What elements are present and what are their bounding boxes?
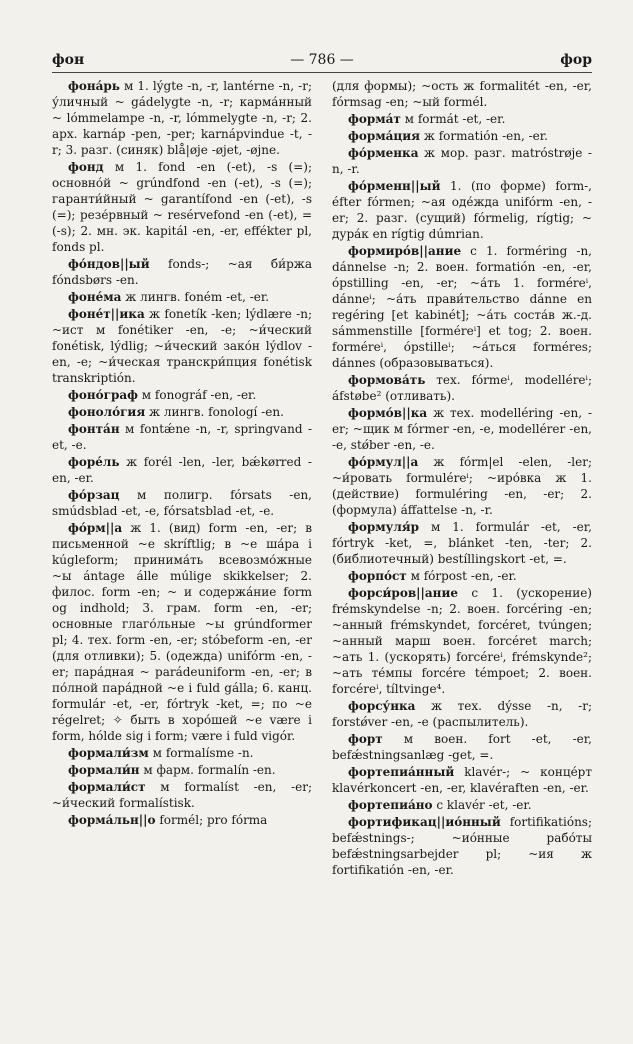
entry-definition: ж formatión -en, -er. (420, 129, 548, 143)
entry-definition: м formalísme -n. (148, 746, 254, 760)
entry-headword: фонта́н (68, 422, 120, 436)
page-number: — 786 — (290, 52, 354, 68)
entry-headword: формо́в||ка (348, 406, 428, 420)
dictionary-entry (332, 797, 592, 813)
entry-definition: fortifikatións; befǽstnings-; ~ио́нные рабо́ты befǽstningsarbejder pl; ~ия ж fortifikatión -en, -er. (332, 815, 592, 877)
entry-headword: форма́льн||о (68, 813, 156, 827)
dictionary-entry (52, 256, 312, 288)
entry-headword: фортепиа́нный (348, 765, 455, 779)
entry-headword: фоне́т||ика (68, 307, 145, 321)
entry-definition: formél; pro fórma (155, 813, 268, 827)
page-header (52, 50, 592, 73)
entry-headword: фона́рь (68, 79, 120, 93)
entry-headword: фо́ндов||ый (68, 257, 150, 271)
entry-headword: формова́ть (348, 373, 426, 387)
dictionary-entry (52, 779, 312, 811)
entry-definition: fonds-; ~ая би́ржа fóndsbørs -en. (52, 257, 312, 287)
dictionary-entry (332, 178, 592, 242)
entry-definition: м formalíst -en, -er; ~и́ческий formalístisk. (52, 780, 312, 810)
entry-definition: ж лингв. fonologí -en. (145, 405, 284, 419)
entry-definition: ж мор. разг. matróstrøje -n, -r. (332, 146, 592, 176)
dictionary-entry (52, 487, 312, 519)
entry-definition: ж лингв. foném -et, -er. (121, 290, 270, 304)
entry-definition: м воен. fort -et, -er, befǽstningsanlæg -get, =. (332, 732, 592, 762)
entry-headword: форма́т (348, 112, 401, 126)
entry-headword: фоне́ма (68, 290, 122, 304)
entry-definition: с klavér -et, -er. (432, 798, 532, 812)
dictionary-entry (332, 585, 592, 697)
dictionary-entry (52, 520, 312, 744)
entry-headword: фо́рменка (348, 146, 419, 160)
entry-headword: форма́ция (348, 129, 421, 143)
entry-headword: фо́рменн||ый (348, 179, 441, 193)
entry-headword: формуля́р (348, 520, 420, 534)
dictionary-entry (332, 568, 592, 584)
entry-headword: форпо́ст (348, 569, 407, 583)
entry-headword: форси́ров||ание (348, 586, 458, 600)
header-right-guideword: фор (560, 52, 592, 68)
dictionary-entry (332, 814, 592, 878)
entry-headword: формали́ст (68, 780, 146, 794)
entry-definition: м фарм. formalín -en. (139, 763, 276, 777)
entry-headword: фоно́граф (68, 388, 138, 402)
entry-headword: фо́рзац (68, 488, 120, 502)
dictionary-entry (52, 404, 312, 420)
dictionary-entry (52, 289, 312, 305)
entry-definition: м 1. lýgte -n, -r, lantérne -n, -r; у́личный ~ gádelygte -n, -r; карма́нный ~ lómmelampe -n, -r, lómmelygte -n, -r; 2. арх. karnáp -pen, -per; karnápvindue -t, -r; 3. разг. (синяк) blå|øje -øjet, -øjne. (52, 79, 312, 157)
right-column (332, 78, 592, 879)
entry-headword: форсу́нка (348, 699, 416, 713)
entry-definition: ж 1. (вид) form -en, -er; в письменной ~е skríftlig; в ~е ша́ра i kúgleform; принима́ть всевозмо́жные ~ы ántage álle múlige skikkelser; 2. филос. form -en; ~ и содержа́ние form og indhold; 3. грам. form -en, -er; основные глаго́льные ~ы grúndformer pl; 4. тех. form -en, -er; stóbeform -en, -er (для отливки); 5. (одежда) unifórm -en, -er; пара́дная ~ parádeuniform -en, -er; в по́лной пара́дной ~е i fuld gálla; 6. канц. formulár -et, -er, fórtryk -ket, =; по ~е régelret; ✧ быть в хоро́шей ~е være i form, hólde sig i form; være i fuld vigór. (52, 521, 312, 743)
dictionary-entry (332, 243, 592, 371)
entry-headword: форт (348, 732, 383, 746)
entry-definition: м fontǽne -n, -r, springvand -et, -e. (52, 422, 312, 452)
entry-definition: ж fórm|el -elen, -ler; ~и́ровать formuléreⁱ; ~иро́вка ж 1. (действие) formuléring -en, -er; 2. (формула) áffattelse -n, -r. (332, 455, 592, 517)
entry-definition: ж forél -len, -ler, bǽkørred -en, -er. (52, 455, 312, 485)
entry-definition: тех. fórmeⁱ, modelléreⁱ; áfstøbe² (отливать). (332, 373, 592, 403)
entry-headword: формиро́в||ание (348, 244, 462, 258)
entry-definition: (для формы); ~ость ж formalitét -en, -er, fórmsag -en; ~ый formél. (332, 79, 592, 109)
entry-headword: фоноло́гия (68, 405, 146, 419)
dictionary-entry (52, 159, 312, 255)
entry-definition: 1. (по форме) form-, éfter fórmen; ~ая оде́жда unifórm -en, -er; 2. разг. (сущий) fórmelig, rígtig; ~ дура́к en rígtig dúmrian. (332, 179, 592, 241)
dictionary-entry (52, 454, 312, 486)
dictionary-entry (332, 698, 592, 730)
entry-definition: ж тех. modelléring -en, -er; ~щик м fórmer -en, -e, modellérer -en, -e, stǿber -en, -e. (332, 406, 592, 452)
dictionary-entry (52, 762, 312, 778)
dictionary-entry (52, 421, 312, 453)
dictionary-entry (52, 78, 312, 158)
left-column (52, 78, 312, 829)
dictionary-entry (332, 372, 592, 404)
entry-definition: м полигр. fórsats -en, smúdsblad -et, -e, fórsatsblad -et, -e. (52, 488, 312, 518)
entry-headword: фо́рм||а (68, 521, 123, 535)
entry-definition: klavér-; ~ конце́рт klavérkoncert -en, -er, klavéraften -en, -er. (332, 765, 592, 795)
entry-definition: м fórpost -en, -er. (406, 569, 517, 583)
entry-headword: форе́ль (68, 455, 120, 469)
entry-definition: м 1. formulár -et, -er, fórtryk -ket, =, blánket -ten, -ter; 2. (библиотечный) bestíllingskort -et, =. (332, 520, 592, 566)
entry-definition: ж fonetík -ken; lýdlære -n; ~ист м fonétiker -en, -e; ~и́ческий fonétisk, lýdlig; ~и́ческий зако́н lýdlov -en, -e; ~и́ческая транскри́пция fonétisk transkriptión. (52, 307, 312, 385)
entry-definition: м 1. fond -en (-et), -s (=); основно́й ~ grúndfond -en (-et), -s (=); гаранти́йный ~ garantífond -en (-et), -s (=); резе́рвный ~ resérvefond -en (-et), = (-s); 2. мн. эк. kapitál -en, -er, effékter pl, fonds pl. (52, 160, 312, 254)
dictionary-entry (332, 145, 592, 177)
entry-definition: м formát -et, -er. (400, 112, 506, 126)
entry-headword: фо́рмул||а (348, 455, 419, 469)
entry-headword: формали́зм (68, 746, 149, 760)
dictionary-entry (332, 111, 592, 127)
entry-headword: фортепиа́но (348, 798, 433, 812)
entry-headword: фонд (68, 160, 104, 174)
dictionary-entry (52, 387, 312, 403)
dictionary-entry (332, 405, 592, 453)
dictionary-entry (332, 731, 592, 763)
dictionary-entry (332, 519, 592, 567)
entry-definition: ж тех. dýsse -n, -r; forstǿver -en, -e (распылитель). (332, 699, 592, 729)
dictionary-entry (52, 812, 312, 828)
dictionary-entry (52, 745, 312, 761)
dictionary-entry (332, 128, 592, 144)
entry-definition: м fonográf -en, -er. (137, 388, 257, 402)
dictionary-entry (332, 78, 592, 110)
entry-headword: фортификац||ио́нный (348, 815, 501, 829)
entry-definition: с 1. (ускорение) frémskyndelse -n; 2. воен. forcéring -en; ~анный frémskyndet, forcéret, tvúngen; ~анный марш воен. forcéret march; ~ать 1. (ускорять) forcéreⁱ, frémskynde²; ~ать те́мпы forcére témpoet; 2. воен. forcéreⁱ, tíltvinge⁴. (332, 586, 592, 696)
header-left-guideword: фон (52, 52, 85, 68)
dictionary-entry (332, 454, 592, 518)
entry-definition: с 1. forméring -n, dánnelse -n; 2. воен. formatión -en, -er, ópstilling -en, -er; ~а́ть 1. forméreⁱ, dánneⁱ; ~а́ть прави́тельство dánne en regéring [et kabinét]; ~а́ть соста́в ж.-д. sámmenstille [forméreⁱ] et tog; 2. воен. forméreⁱ, ópstilleⁱ; ~а́ться forméres; dánnes (образовываться). (332, 244, 592, 370)
dictionary-entry (52, 306, 312, 386)
dictionary-entry (332, 764, 592, 796)
entry-headword: формали́н (68, 763, 140, 777)
